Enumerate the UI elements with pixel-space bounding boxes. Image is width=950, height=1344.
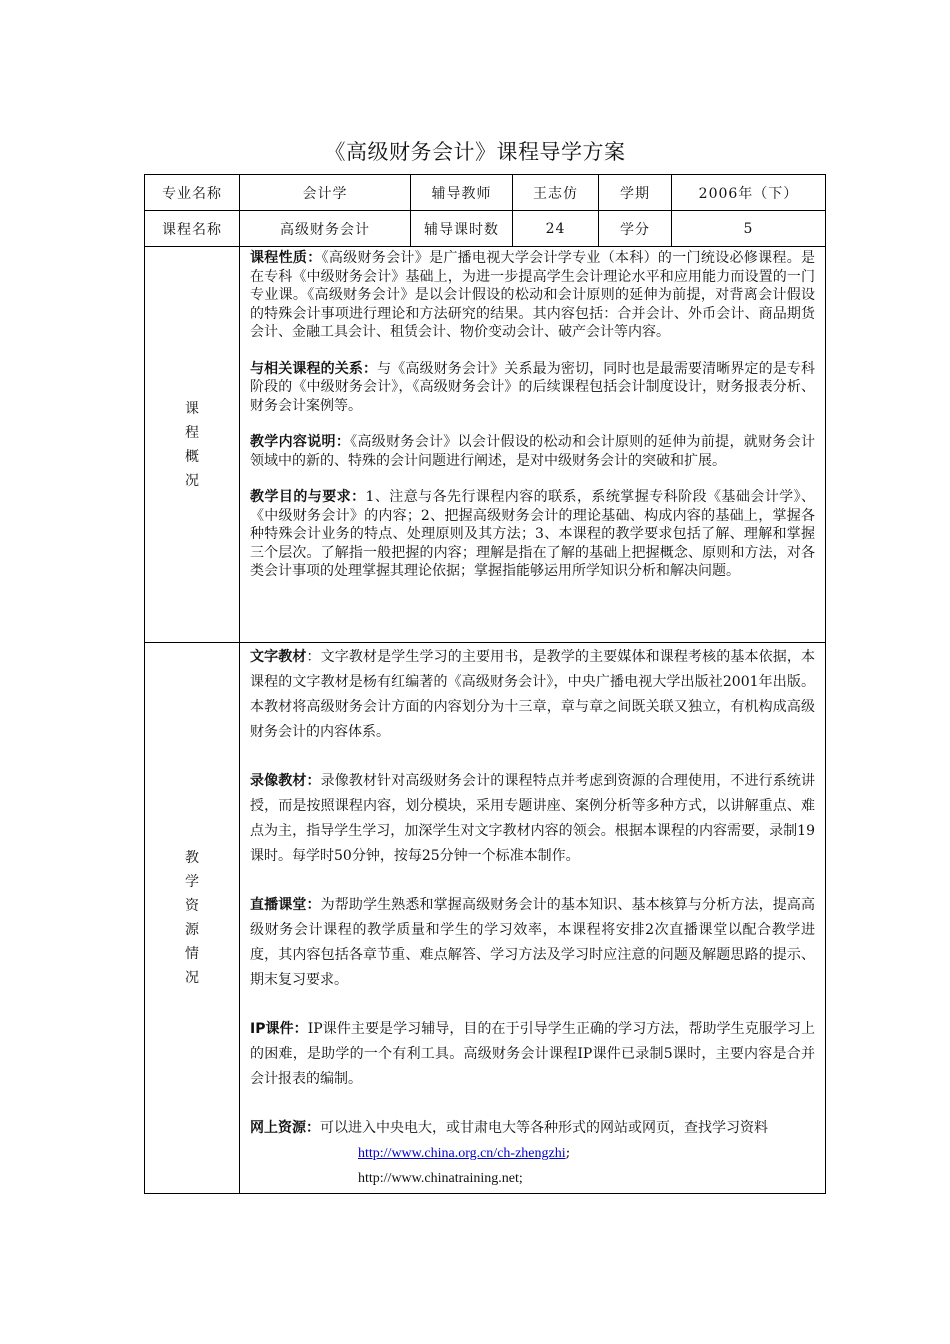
header-row-2	[145, 211, 826, 247]
course-nature: 课程性质：《高级财务会计》是广播电视大学会计学专业（本科）的一门统设必修课程。是在专科《中级财务会计》基础上，为进一步提高学生会计理论水平和应用能力而设置的一门专业课。《高级财务会计》是以会计假设的松动和会计原则的延伸为前提，对背离会计假设的特殊会计事项进行理论和方法研究的结果。其内容包括：合并会计、外币会计、商品期货会计、金融工具会计、租赁会计、物价变动会计、破产会计等内容。	[250, 250, 816, 340]
resources-side-label: 教 学 资 源 情 况	[145, 643, 240, 1194]
course-value: 高级财务会计	[240, 211, 411, 247]
credit-label: 学分	[599, 211, 672, 247]
online-link-1: http://www.china.org.cn/ch-zhengzhi;	[358, 1145, 571, 1161]
online-resources: 网上资源：可以进入中央电大，或甘肃电大等各种形式的网站或网页，查找学习资料	[250, 1120, 768, 1136]
live-classroom: 直播课堂：为帮助学生熟悉和掌握高级财务会计的基本知识、基本核算与分析方法，提高高级财务会计课程的教学质量和学生的学习效率，本课程将安排2次直播课堂以配合教学进度，其内容包括各章节重、难点解答、学习方法及学习时应注意的问题及解题思路的提示、期末复习要求。	[250, 897, 816, 988]
resources-row	[145, 643, 826, 1194]
overview-side-label: 课 程 概 况	[145, 247, 240, 643]
video-materials: 录像教材：录像教材针对高级财务会计的课程特点并考虑到资源的合理使用，不进行系统讲授，而是按照课程内容，划分模块，采用专题讲座、案例分析等多种方式，以讲解重点、难点为主，指导学生学习，加深学生对文字教材内容的领会。根据本课程的内容需要，录制19课时。每学时50分钟，按每25分钟一个标准本制作。	[250, 773, 816, 864]
hours-value: 24	[513, 211, 599, 247]
overview-content	[240, 247, 826, 643]
course-plan-table	[144, 174, 826, 1194]
tutor-value: 王志仿	[513, 175, 599, 211]
major-label: 专业名称	[145, 175, 240, 211]
header-row-1	[145, 175, 826, 211]
text-materials: 文字教材：文字教材是学生学习的主要用书，是教学的主要媒体和课程考核的基本依据，本课程的文字教材是杨有红编著的《高级财务会计》，中央广播电视大学出版社2001年出版。本教材将高级财务会计方面的内容划分为十三章，章与章之间既关联又独立，有机构成高级财务会计的内容体系。	[250, 649, 816, 740]
major-value: 会计学	[240, 175, 411, 211]
ip-courseware: IP课件：IP课件主要是学习辅导，目的在于引导学生正确的学习方法，帮助学生克服学习上的困难，是助学的一个有利工具。高级财务会计课程IP课件已录制5课时，主要内容是合并会计报表的编制。	[250, 1021, 815, 1087]
teaching-goals: 教学目的与要求：1、注意与各先行课程内容的联系，系统掌握专科阶段《基础会计学》、《中级财务会计》的内容；2、把握高级财务会计的理论基础、构成内容的基础上，掌握各种特殊会计业务的特点、处理原则及其方法；3、本课程的教学要求包括了解、理解和掌握三个层次。了解指一般把握的内容；理解是指在了解的基础上把握概念、原则和方法，对各类会计事项的处理掌握其理论依据；掌握指能够运用所学知识分析和解决问题。	[250, 489, 816, 579]
hours-label: 辅导课时数	[411, 211, 513, 247]
china-org-link[interactable]: http://www.china.org.cn/ch-zhengzhi	[358, 1146, 566, 1161]
related-courses: 与相关课程的关系：与《高级财务会计》关系最为密切，同时也是最需要清晰界定的是专科阶段的《中级财务会计》，《高级财务会计》的后续课程包括会计制度设计，财务报表分析、财务会计案例等。	[250, 360, 816, 414]
online-link-2	[250, 1166, 815, 1191]
chinatraining-link: http://www.chinatraining.net;	[358, 1171, 523, 1186]
term-value: 2006年（下）	[672, 175, 826, 211]
term-label: 学期	[599, 175, 672, 211]
resources-content	[240, 643, 826, 1194]
page-title: 《高级财务会计》课程导学方案	[324, 140, 626, 164]
overview-row	[145, 247, 826, 643]
credit-value: 5	[672, 211, 826, 247]
content-description: 教学内容说明：《高级财务会计》以会计假设的松动和会计原则的延伸为前提，就财务会计领域中的新的、特殊的会计问题进行阐述，是对中级财务会计的突破和扩展。	[250, 434, 816, 469]
tutor-label: 辅导教师	[411, 175, 513, 211]
course-label: 课程名称	[145, 211, 240, 247]
